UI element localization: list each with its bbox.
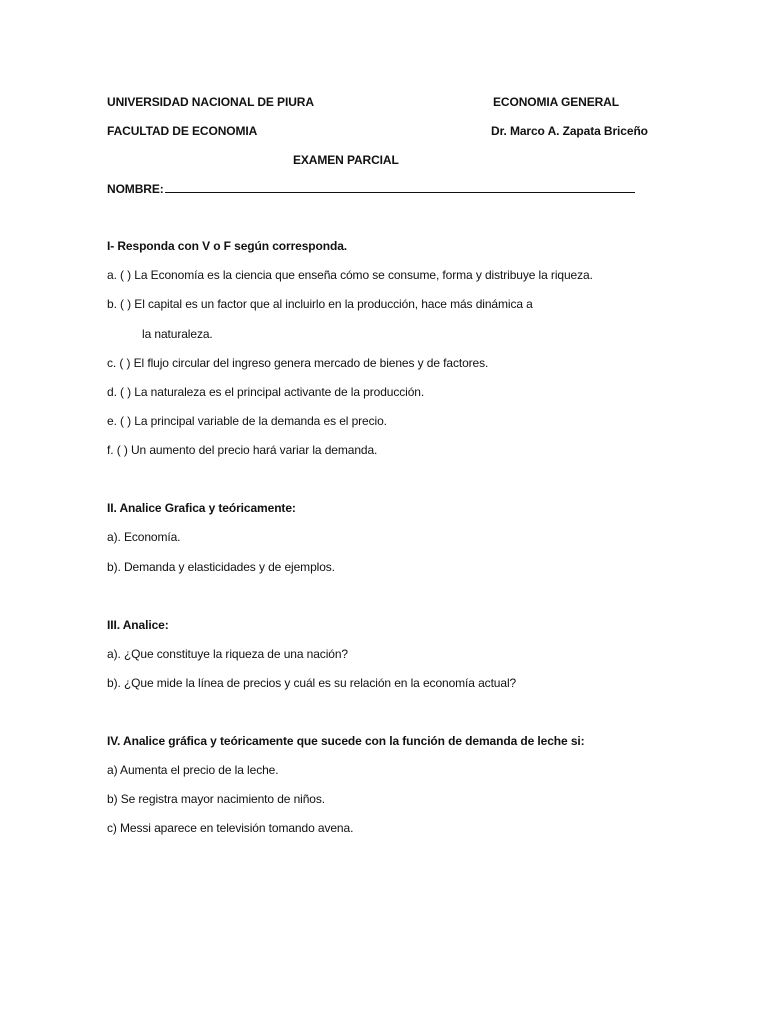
course-name: ECONOMIA GENERAL [493,95,619,109]
section-2-item-b: b). Demanda y elasticidades y de ejemplos. [107,560,335,574]
section-1-item-a: a. ( ) La Economía es la ciencia que enseña cómo se consume, forma y distribuye la riqueza. [107,268,593,282]
section-1-title: I- Responda con V o F según corresponda. [107,239,348,253]
section-3-title: III. Analice: [107,618,169,632]
section-1-item-b-continued: la naturaleza. [142,327,213,341]
section-1-item-f: f. ( ) Un aumento del precio hará variar la demanda. [107,443,378,457]
section-4-item-a: a) Aumenta el precio de la leche. [107,763,279,777]
section-3-item-a: a). ¿Que constituye la riqueza de una nación? [107,647,348,661]
faculty-name: FACULTAD DE ECONOMIA [107,124,258,138]
section-1-item-b: b. ( ) El capital es un factor que al incluirlo en la producción, hace más dinámica a [107,297,533,311]
section-1-item-c: c. ( ) El flujo circular del ingreso genera mercado de bienes y de factores. [107,356,489,370]
name-label: NOMBRE: [107,182,164,196]
section-2-item-a: a). Economía. [107,530,181,544]
exam-title: EXAMEN PARCIAL [293,153,399,167]
university-name: UNIVERSIDAD NACIONAL DE PIURA [107,95,314,109]
section-4-title: IV. Analice gráfica y teóricamente que sucede con la función de demanda de leche si: [107,734,585,748]
section-4-item-b: b) Se registra mayor nacimiento de niños. [107,792,326,806]
section-2-title: II. Analice Grafica y teóricamente: [107,501,296,515]
section-4-item-c: c) Messi aparece en televisión tomando avena. [107,821,354,835]
professor-name: Dr. Marco A. Zapata Briceño [491,124,648,138]
name-field[interactable] [107,181,635,197]
name-blank-line[interactable] [165,181,635,193]
section-1-item-d: d. ( ) La naturaleza es el principal activante de la producción. [107,385,425,399]
section-1-item-e: e. ( ) La principal variable de la demanda es el precio. [107,414,387,428]
section-3-item-b: b). ¿Que mide la línea de precios y cuál es su relación en la economía actual? [107,676,517,690]
